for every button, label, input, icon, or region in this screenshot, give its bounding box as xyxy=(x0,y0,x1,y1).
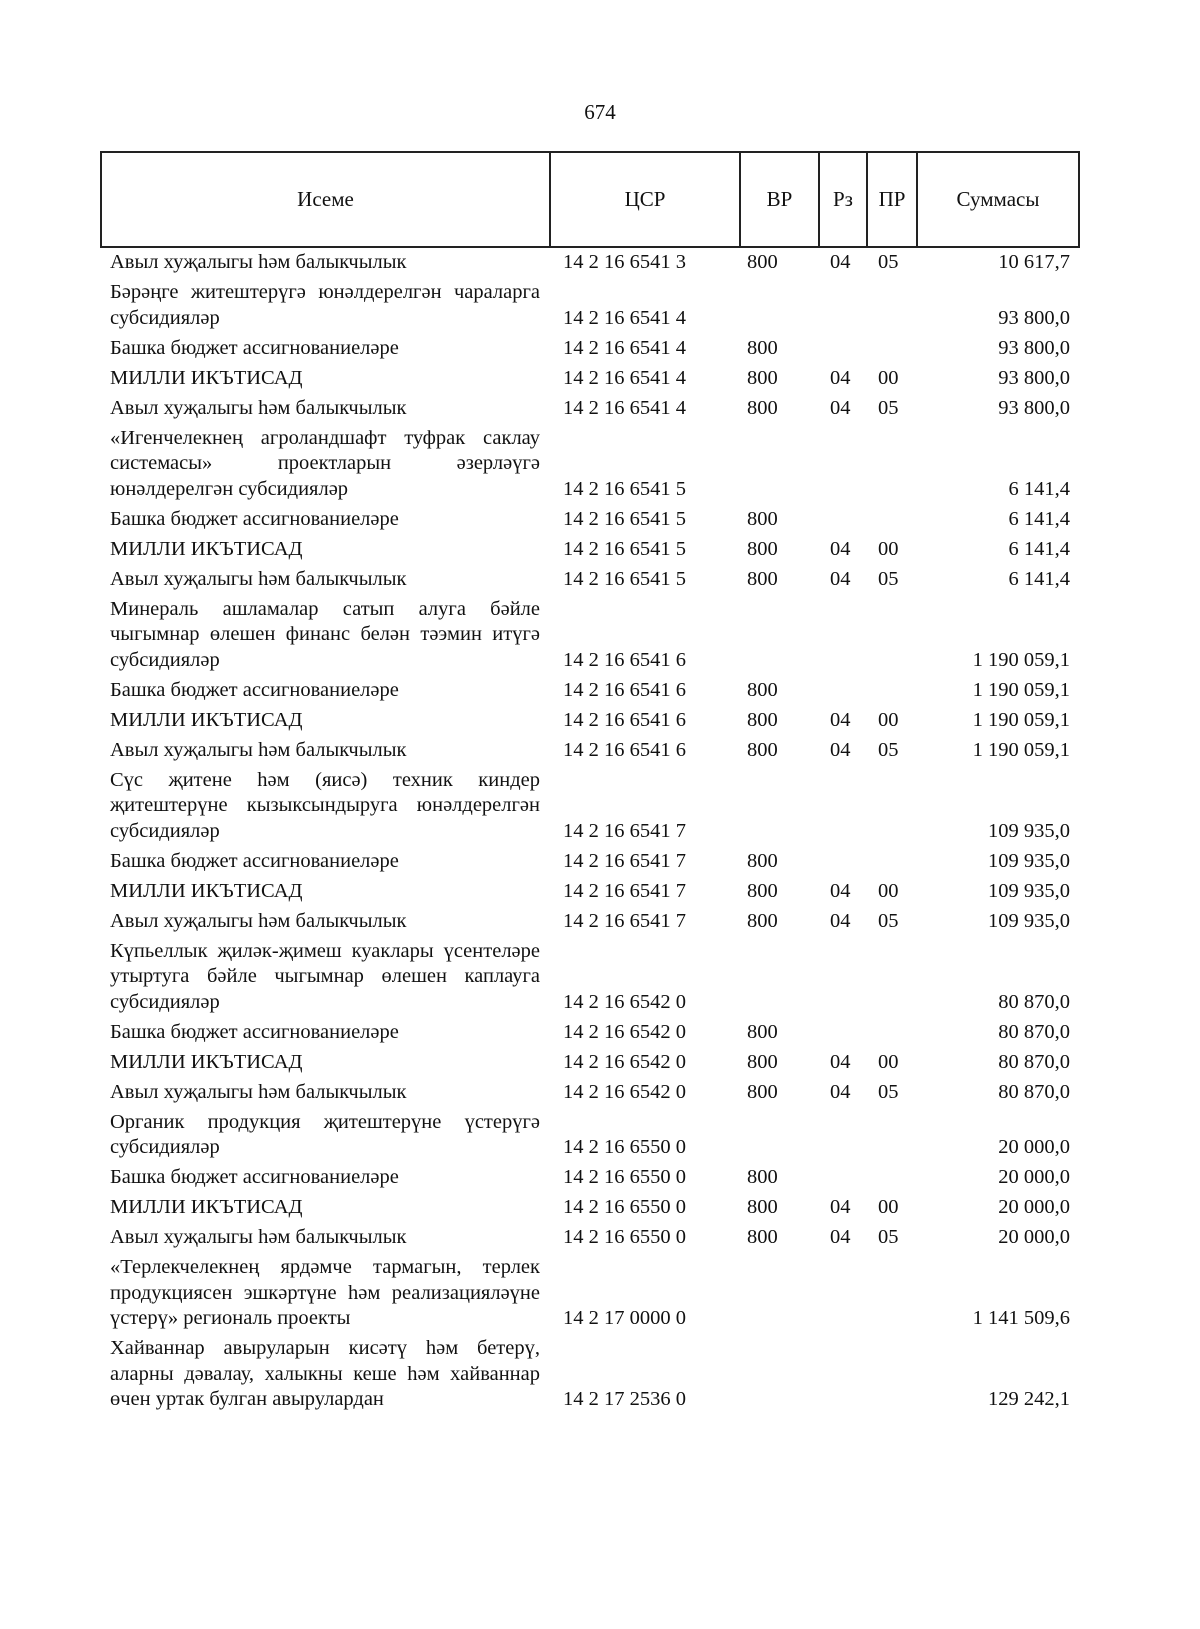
table-row xyxy=(100,1225,1080,1255)
row-csr: 14 2 16 6541 5 xyxy=(563,507,686,530)
row-vr: 800 xyxy=(747,879,778,902)
row-sum: 6 141,4 xyxy=(1008,477,1070,500)
row-rz: 04 xyxy=(830,1196,851,1218)
row-name: Башка бюджет ассигнованиеләре xyxy=(110,678,399,701)
row-csr: 14 2 16 6541 7 xyxy=(563,849,686,872)
row-csr: 14 2 16 6541 3 xyxy=(563,251,686,273)
row-rz: 04 xyxy=(830,1050,851,1073)
row-name: «Терлекчелекнең ярдәмче тармагын, терлек продукциясен эшкәртүне һәм реализацияләүне үстерү» региональ проекты xyxy=(110,1256,540,1329)
row-rz: 04 xyxy=(830,879,851,902)
table-header xyxy=(100,151,1080,248)
row-csr: 14 2 16 6541 4 xyxy=(563,396,686,419)
row-csr: 14 2 16 6541 5 xyxy=(563,537,686,560)
row-sum: 109 935,0 xyxy=(988,849,1070,872)
row-sum: 93 800,0 xyxy=(998,306,1070,329)
row-csr: 14 2 16 6541 6 xyxy=(563,708,686,731)
row-pr: 05 xyxy=(878,1226,899,1248)
table-row xyxy=(100,678,1080,708)
row-name: Авыл хуҗалыгы һәм балыкчылык xyxy=(110,567,407,590)
table-row xyxy=(100,426,1080,507)
table-row xyxy=(100,1165,1080,1195)
table-row xyxy=(100,1080,1080,1110)
table-row xyxy=(100,567,1080,597)
row-sum: 20 000,0 xyxy=(998,1226,1070,1248)
table-row xyxy=(100,396,1080,426)
row-vr: 800 xyxy=(747,1050,778,1073)
row-csr: 14 2 16 6542 0 xyxy=(563,1080,686,1103)
row-csr: 14 2 16 6541 7 xyxy=(563,909,686,932)
row-csr: 14 2 16 6550 0 xyxy=(563,1196,686,1218)
row-sum: 1 141 509,6 xyxy=(972,1307,1070,1329)
table-row xyxy=(100,597,1080,678)
row-pr: 00 xyxy=(878,366,899,389)
row-sum: 1 190 059,1 xyxy=(972,708,1070,731)
table-row xyxy=(100,879,1080,909)
row-name: «Игенчелекнең агроландшафт туфрак саклау системасы» проектларын әзерләүгә юнәлдерелгән субсидияләр xyxy=(110,426,540,500)
table-row xyxy=(100,738,1080,768)
row-name: Авыл хуҗалыгы һәм балыкчылык xyxy=(110,909,407,932)
row-csr: 14 2 17 2536 0 xyxy=(563,1388,686,1410)
row-pr: 05 xyxy=(878,396,899,419)
row-name: МИЛЛИ ИКЪТИСАД xyxy=(110,1196,303,1218)
row-name: МИЛЛИ ИКЪТИСАД xyxy=(110,1050,303,1073)
table-row xyxy=(100,909,1080,939)
row-name: Авыл хуҗалыгы һәм балыкчылык xyxy=(110,396,407,419)
row-csr: 14 2 16 6541 4 xyxy=(563,306,686,329)
table-row xyxy=(100,1255,1080,1336)
row-pr: 05 xyxy=(878,251,899,273)
row-rz: 04 xyxy=(830,567,851,590)
row-vr: 800 xyxy=(747,678,778,701)
row-vr: 800 xyxy=(747,1020,778,1043)
row-vr: 800 xyxy=(747,1226,778,1248)
row-name: Авыл хуҗалыгы һәм балыкчылык xyxy=(110,1080,407,1103)
row-sum: 6 141,4 xyxy=(1008,567,1070,590)
header-rz: Рз xyxy=(820,153,868,246)
row-name: Башка бюджет ассигнованиеләре xyxy=(110,1020,399,1043)
row-csr: 14 2 16 6541 5 xyxy=(563,477,686,500)
row-sum: 80 870,0 xyxy=(998,1050,1070,1073)
row-csr: 14 2 16 6541 4 xyxy=(563,366,686,389)
row-name: Органик продукция җитештерүне үстерүгә субсидияләр xyxy=(110,1110,540,1158)
row-name: МИЛЛИ ИКЪТИСАД xyxy=(110,708,303,731)
table-row xyxy=(100,768,1080,849)
table-row xyxy=(100,1336,1080,1417)
row-pr: 05 xyxy=(878,567,899,590)
row-sum: 80 870,0 xyxy=(998,1020,1070,1043)
row-vr: 800 xyxy=(747,336,778,359)
row-pr: 00 xyxy=(878,879,899,902)
table-row xyxy=(100,250,1080,280)
row-csr: 14 2 17 0000 0 xyxy=(563,1307,686,1329)
row-sum: 20 000,0 xyxy=(998,1166,1070,1188)
table-row xyxy=(100,1020,1080,1050)
row-sum: 93 800,0 xyxy=(998,396,1070,419)
row-vr: 800 xyxy=(747,507,778,530)
row-vr: 800 xyxy=(747,909,778,932)
header-csr: ЦСР xyxy=(551,153,741,246)
row-name: Башка бюджет ассигнованиеләре xyxy=(110,507,399,530)
row-sum: 93 800,0 xyxy=(998,336,1070,359)
row-rz: 04 xyxy=(830,251,851,273)
row-name: Башка бюджет ассигнованиеләре xyxy=(110,1166,399,1188)
row-sum: 80 870,0 xyxy=(998,990,1070,1013)
header-sum: Суммасы xyxy=(956,187,1040,211)
table-row xyxy=(100,708,1080,738)
row-sum: 1 190 059,1 xyxy=(972,738,1070,761)
row-name: Сүс җитене һәм (яисә) техник киндер җитештерүне кызыксындыруга юнәлдерелгән субсидияләр xyxy=(110,768,540,842)
row-rz: 04 xyxy=(830,537,851,560)
row-sum: 109 935,0 xyxy=(988,819,1070,842)
row-vr: 800 xyxy=(747,567,778,590)
row-vr: 800 xyxy=(747,537,778,560)
row-rz: 04 xyxy=(830,396,851,419)
row-csr: 14 2 16 6541 6 xyxy=(563,738,686,761)
row-sum: 93 800,0 xyxy=(998,366,1070,389)
row-csr: 14 2 16 6550 0 xyxy=(563,1226,686,1248)
table-row xyxy=(100,336,1080,366)
row-pr: 00 xyxy=(878,1196,899,1218)
row-sum: 6 141,4 xyxy=(1008,537,1070,560)
row-csr: 14 2 16 6542 0 xyxy=(563,990,686,1013)
row-name: Башка бюджет ассигнованиеләре xyxy=(110,849,399,872)
row-sum: 109 935,0 xyxy=(988,879,1070,902)
row-name: Авыл хуҗалыгы һәм балыкчылык xyxy=(110,1226,407,1248)
row-name: МИЛЛИ ИКЪТИСАД xyxy=(110,366,303,389)
table-body xyxy=(100,250,1080,1417)
row-csr: 14 2 16 6541 4 xyxy=(563,336,686,359)
row-name: МИЛЛИ ИКЪТИСАД xyxy=(110,537,303,560)
row-sum: 6 141,4 xyxy=(1008,507,1070,530)
row-vr: 800 xyxy=(747,251,778,273)
row-csr: 14 2 16 6541 6 xyxy=(563,648,686,671)
row-pr: 05 xyxy=(878,1080,899,1103)
row-vr: 800 xyxy=(747,849,778,872)
row-rz: 04 xyxy=(830,1080,851,1103)
row-sum: 20 000,0 xyxy=(998,1196,1070,1218)
row-name: Күпьеллык җиләк-җимеш куаклары үсентеләре утыртуга бәйле чыгымнар өлешен каплауга субсидияләр xyxy=(110,939,540,1013)
row-vr: 800 xyxy=(747,1166,778,1188)
page-number: 674 xyxy=(584,100,616,124)
row-pr: 00 xyxy=(878,537,899,560)
row-sum: 109 935,0 xyxy=(988,909,1070,932)
row-vr: 800 xyxy=(747,1196,778,1218)
row-pr: 05 xyxy=(878,909,899,932)
row-name: Авыл хуҗалыгы һәм балыкчылык xyxy=(110,251,407,273)
header-pr: ПР xyxy=(868,153,918,246)
table-row xyxy=(100,507,1080,537)
table-row xyxy=(100,280,1080,336)
row-pr: 05 xyxy=(878,738,899,761)
table-row xyxy=(100,939,1080,1020)
row-pr: 00 xyxy=(878,1050,899,1073)
header-name: Исеме xyxy=(102,153,551,246)
table-row xyxy=(100,366,1080,396)
row-vr: 800 xyxy=(747,396,778,419)
row-csr: 14 2 16 6541 7 xyxy=(563,879,686,902)
table-row xyxy=(100,537,1080,567)
row-name: МИЛЛИ ИКЪТИСАД xyxy=(110,879,303,902)
row-rz: 04 xyxy=(830,708,851,731)
row-vr: 800 xyxy=(747,1080,778,1103)
row-csr: 14 2 16 6542 0 xyxy=(563,1050,686,1073)
table-row xyxy=(100,1110,1080,1166)
table-row xyxy=(100,849,1080,879)
row-vr: 800 xyxy=(747,738,778,761)
row-vr: 800 xyxy=(747,708,778,731)
row-name: Башка бюджет ассигнованиеләре xyxy=(110,336,399,359)
row-name: Авыл хуҗалыгы һәм балыкчылык xyxy=(110,738,407,761)
row-pr: 00 xyxy=(878,708,899,731)
table-row xyxy=(100,1050,1080,1080)
row-sum: 80 870,0 xyxy=(998,1080,1070,1103)
row-sum: 10 617,7 xyxy=(998,251,1070,273)
row-sum: 20 000,0 xyxy=(998,1136,1070,1158)
row-csr: 14 2 16 6541 7 xyxy=(563,819,686,842)
row-csr: 14 2 16 6542 0 xyxy=(563,1020,686,1043)
row-sum: 1 190 059,1 xyxy=(972,678,1070,701)
row-csr: 14 2 16 6541 6 xyxy=(563,678,686,701)
row-sum: 1 190 059,1 xyxy=(972,648,1070,671)
row-name: Минераль ашламалар сатып алуга бәйле чыгымнар өлешен финанс белән тәэмин итүгә субсидияләр xyxy=(110,597,540,671)
row-csr: 14 2 16 6550 0 xyxy=(563,1166,686,1188)
row-rz: 04 xyxy=(830,909,851,932)
table-row xyxy=(100,1195,1080,1225)
row-rz: 04 xyxy=(830,366,851,389)
header-vr: ВР xyxy=(741,153,820,246)
row-vr: 800 xyxy=(747,366,778,389)
row-csr: 14 2 16 6541 5 xyxy=(563,567,686,590)
row-name: Хайваннар авыруларын кисәтү һәм бетерү, аларны дәвалау, халыкны кеше һәм хайваннар өчен уртак булган авырулардан xyxy=(110,1337,540,1410)
row-rz: 04 xyxy=(830,1226,851,1248)
row-name: Бәрәңге житештерүгә юнәлдерелгән чараларга субсидияләр xyxy=(110,281,540,329)
row-sum: 129 242,1 xyxy=(988,1388,1070,1410)
row-csr: 14 2 16 6550 0 xyxy=(563,1136,686,1158)
row-rz: 04 xyxy=(830,738,851,761)
